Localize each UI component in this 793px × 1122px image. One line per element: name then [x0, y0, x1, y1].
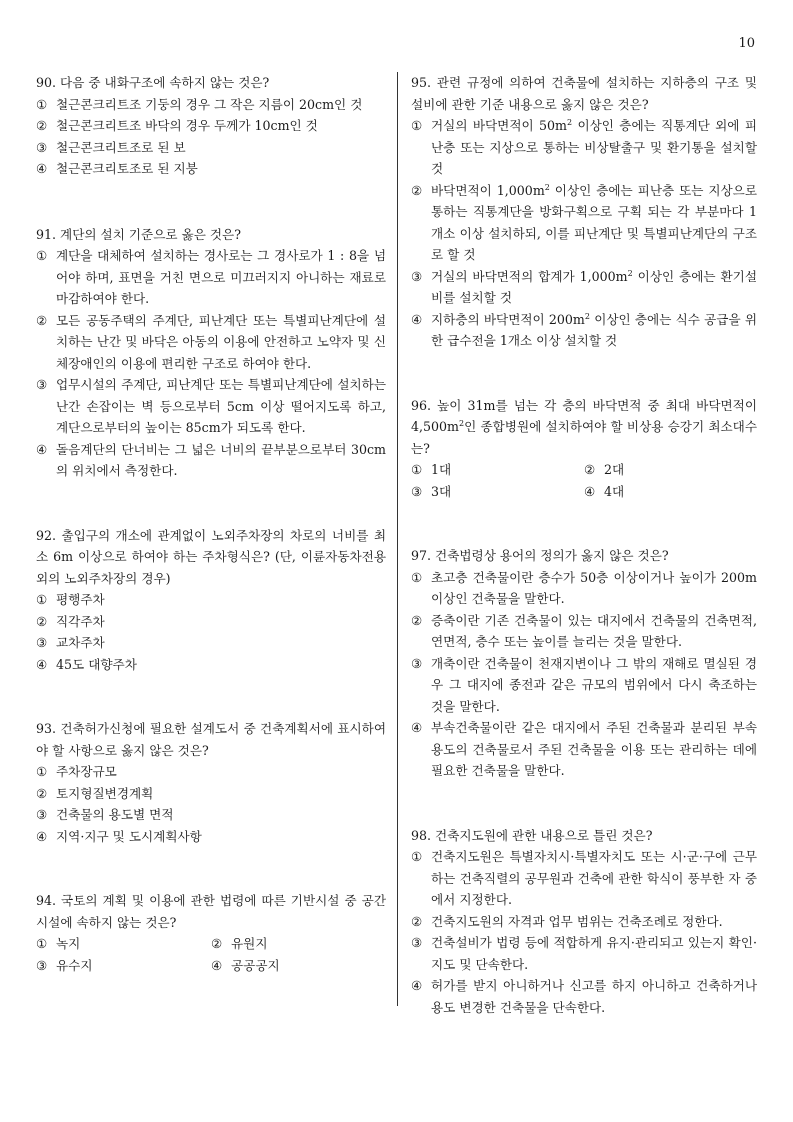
- question-97-option-2[interactable]: [411, 610, 757, 653]
- option-number: ③: [411, 655, 423, 671]
- option-text: 철근콘크리트조 기둥의 경우 그 작은 지름이 20cm인 것: [56, 96, 363, 112]
- question-91-option-2[interactable]: [36, 310, 386, 375]
- question-98-option-4[interactable]: [411, 975, 757, 1018]
- option-number: ④: [211, 957, 223, 973]
- option-number: ③: [411, 935, 423, 950]
- option-number: ④: [36, 161, 48, 176]
- question-91-option-4[interactable]: [36, 439, 386, 482]
- page-number: 10: [738, 36, 755, 51]
- option-text: 1대: [431, 462, 452, 477]
- question-92-option-2[interactable]: [36, 611, 386, 633]
- question-90-option-1[interactable]: [36, 94, 386, 116]
- option-text: 공공공지: [231, 957, 280, 973]
- option-text: 철근콘크리토조로 된 지붕: [56, 161, 198, 176]
- question-96: [411, 395, 757, 503]
- option-text: 지역·지구 및 도시계획사항: [56, 828, 202, 844]
- question-94-text: 94. 국토의 계획 및 이용에 관한 법령에 따른 기반시설 중 공간시설에 속하지 않는 것은?: [36, 893, 386, 930]
- option-text: 유수지: [56, 957, 93, 973]
- question-91-option-1[interactable]: [36, 245, 386, 310]
- question-90: [36, 72, 386, 180]
- option-text: 건축지도원은 특별자치시·특별자치도 또는 시·군·구에 근무하는 건축직렬의 공무원과 건축에 관한 학식이 풍부한 자 중에서 지정한다.: [431, 849, 757, 907]
- option-text: 증축이란 기존 건축물이 있는 대지에서 건축물의 건축면적, 연면적, 층수 또는 높이를 늘리는 것을 말한다.: [431, 612, 757, 649]
- option-text: 개축이란 건축물이 천재지변이나 그 밖의 재해로 멸실된 경우 그 대지에 종전과 같은 규모의 범위에서 다시 축조하는 것을 말한다.: [431, 655, 757, 714]
- question-98-option-2[interactable]: [411, 911, 757, 933]
- question-93-option-3[interactable]: [36, 804, 386, 826]
- option-text-post: 이상인 층에는 피난층 또는 지상으로 통하는 직통계단을 방화구획으로 구획 되는 각 부분마다 1개소 이상 설치하되, 이를 피난계단 및 특별피난계단의 구조로 할 것: [431, 182, 758, 262]
- option-number: ②: [36, 785, 48, 801]
- option-number: ①: [36, 936, 48, 951]
- option-text: 3대: [431, 483, 452, 499]
- option-number: ③: [411, 268, 423, 284]
- question-98-text: 98. 건축지도원에 관한 내용으로 틀린 것은?: [411, 827, 653, 843]
- option-text: 건축설비가 법령 등에 적합하게 유지·관리되고 있는지 확인·지도 및 단속한다.: [431, 935, 757, 972]
- option-number: ①: [36, 764, 48, 779]
- option-text-post: 이상인 층에는 환기설비를 설치할 것: [431, 268, 758, 305]
- question-97-option-4[interactable]: [411, 717, 757, 782]
- option-number: ②: [36, 613, 48, 629]
- option-text: 초고층 건축물이란 층수가 50층 이상이거나 높이가 200m 이상인 건축물을 말한다.: [431, 569, 757, 606]
- option-text: 평행주차: [56, 592, 105, 607]
- question-95: [411, 72, 757, 352]
- question-96-option-1[interactable]: [411, 459, 584, 481]
- option-number: ①: [36, 96, 48, 112]
- option-number: ④: [584, 483, 596, 499]
- option-number: ④: [36, 828, 48, 844]
- question-98-option-3[interactable]: [411, 932, 757, 975]
- question-96-text-pre: 96. 높이 31m를 넘는 각 층의 바닥면적 중 최대 바닥면적이 4,500m: [411, 397, 757, 434]
- option-number: ②: [411, 612, 423, 628]
- option-text: 모든 공동주택의 주계단, 피난계단 또는 특별피난계단에 설치하는 난간 및 바닥은 아동의 이용에 안전하고 노약자 및 신체장애인의 이용에 편리한 구조로 하여야 한다.: [56, 312, 386, 371]
- question-93-option-2[interactable]: [36, 783, 386, 805]
- question-94-option-1[interactable]: [36, 933, 211, 955]
- option-number: ①: [411, 118, 423, 133]
- question-97-option-3[interactable]: [411, 653, 757, 718]
- question-96-option-4[interactable]: [584, 481, 757, 503]
- option-number: ③: [36, 807, 48, 822]
- option-text: 주차장규모: [56, 764, 117, 779]
- option-number: ①: [36, 248, 48, 263]
- question-93-option-1[interactable]: [36, 761, 386, 783]
- superscript-2: 2: [544, 182, 550, 192]
- question-93: [36, 718, 386, 847]
- question-97-option-1[interactable]: [411, 567, 757, 610]
- option-text-post: 이상인 층에는 식수 공급을 위한 급수전을 1개소 이상 설치할 것: [431, 311, 757, 348]
- option-number: ②: [411, 913, 423, 929]
- option-number: ③: [36, 377, 48, 392]
- question-95-text: 95. 관련 규정에 의하여 건축물에 설치하는 지하층의 구조 및 설비에 관한 기준 내용으로 옳지 않은 것은?: [411, 75, 757, 112]
- option-text: 45도 대향주차: [56, 656, 137, 672]
- option-text: 부속건축물이란 같은 대지에서 주된 건축물과 분리된 부속용도의 건축물로서 주된 건축물을 이용 또는 관리하는 데에 필요한 건축물을 말한다.: [431, 720, 757, 778]
- question-95-option-1[interactable]: [411, 115, 757, 180]
- option-text: 교차주차: [56, 635, 105, 650]
- right-column: [411, 72, 757, 1018]
- question-90-option-2[interactable]: [36, 115, 386, 137]
- option-text-pre: 바닥면적이 1,000m: [431, 182, 545, 198]
- superscript-2: 2: [584, 311, 590, 321]
- question-90-option-3[interactable]: [36, 137, 386, 159]
- question-94-option-3[interactable]: [36, 955, 211, 977]
- question-90-text: 90. 다음 중 내화구조에 속하지 않는 것은?: [36, 75, 270, 90]
- option-number: ①: [411, 849, 423, 864]
- option-text-pre: 거실의 바닥면적이 50m: [431, 118, 567, 133]
- superscript-2: 2: [567, 117, 573, 127]
- option-number: ②: [411, 182, 423, 198]
- option-text: 허가를 받지 아니하거나 신고를 하지 아니하고 건축하거나 용도 변경한 건축물을 단속한다.: [431, 978, 757, 1015]
- option-number: ④: [411, 311, 423, 327]
- option-text: 2대: [604, 462, 625, 477]
- question-96-text-post: 인 종합병원에 설치하여야 할 비상용 승강기 최소대수는?: [411, 419, 757, 456]
- question-92-text: 92. 출입구의 개소에 관계없이 노외주차장의 차로의 너비를 최소 6m 이상으로 하여야 하는 주차형식은? (단, 이륜자동차전용 외의 노외주차장의 경우): [36, 527, 386, 586]
- option-text-pre: 거실의 바닥면적의 합계가 1,000m: [431, 268, 628, 284]
- question-93-option-4[interactable]: [36, 826, 386, 848]
- question-91-text: 91. 계단의 설치 기준으로 옳은 것은?: [36, 226, 241, 242]
- question-96-option-2[interactable]: [584, 459, 757, 481]
- option-number: ③: [36, 139, 48, 155]
- option-number: ③: [411, 483, 423, 499]
- question-97-text: 97. 건축법령상 용어의 정의가 옳지 않은 것은?: [411, 548, 669, 563]
- left-column: [36, 72, 386, 976]
- option-number: ②: [36, 118, 48, 133]
- option-text: 계단을 대체하여 설치하는 경사로는 그 경사로가 1 : 8을 넘어야 하며, 표면을 거친 면으로 미끄러지지 아니하는 재료로 마감하여야 한다.: [56, 248, 386, 306]
- question-96-options: [411, 459, 757, 502]
- question-92-option-3[interactable]: [36, 632, 386, 654]
- option-number: ③: [36, 635, 48, 650]
- question-96-text: [411, 395, 757, 460]
- option-text: 4대: [604, 483, 625, 499]
- option-text: 토지형질변경계획: [56, 785, 154, 801]
- option-text: 건축지도원의 자격과 업무 범위는 건축조례로 정한다.: [431, 913, 723, 929]
- option-number: ①: [411, 462, 423, 477]
- question-95-option-4[interactable]: [411, 309, 757, 352]
- option-text-post: 이상인 층에는 직통계단 외에 피난층 또는 지상으로 통하는 비상탈출구 및 환기통을 설치할 것: [431, 118, 757, 176]
- question-92-option-4[interactable]: [36, 654, 386, 676]
- column-divider: [397, 72, 398, 1006]
- option-number: ③: [36, 957, 48, 973]
- question-96-option-3[interactable]: [411, 481, 584, 503]
- question-97: [411, 545, 757, 782]
- question-91-option-3[interactable]: [36, 374, 386, 439]
- option-number: ②: [211, 936, 223, 951]
- superscript-2: 2: [627, 268, 633, 278]
- option-text: 업무시설의 주계단, 피난계단 또는 특별피난계단에 설치하는 난간 손잡이는 벽 등으로부터 5cm 이상 떨어지도록 하고, 계단으로부터의 높이는 85cm가 되도록 한다.: [56, 377, 386, 435]
- superscript-2: 2: [459, 418, 465, 428]
- option-text: 건축물의 용도별 면적: [56, 807, 174, 822]
- question-98: [411, 825, 757, 1019]
- question-92-option-1[interactable]: [36, 589, 386, 611]
- option-number: ②: [584, 462, 596, 477]
- option-number: ①: [36, 592, 48, 607]
- question-90-option-4[interactable]: [36, 158, 386, 180]
- option-text: 돌음계단의 단너비는 그 넓은 너비의 끝부분으로부터 30cm의 위치에서 측정한다.: [56, 441, 386, 478]
- option-text: 철근콘크리트조로 된 보: [56, 139, 186, 155]
- option-number: ④: [36, 656, 48, 672]
- question-94-options: [36, 933, 386, 976]
- option-number: ④: [36, 441, 48, 457]
- question-94-option-2[interactable]: [211, 933, 386, 955]
- option-number: ①: [411, 569, 423, 585]
- question-98-option-1[interactable]: [411, 846, 757, 911]
- question-94-option-4[interactable]: [211, 955, 386, 977]
- question-91: [36, 224, 386, 482]
- question-95-option-3[interactable]: [411, 266, 757, 309]
- option-text: 직각주차: [56, 613, 105, 629]
- question-93-text: 93. 건축허가신청에 필요한 설계도서 중 건축계획서에 표시하여야 할 사항으로 옳지 않은 것은?: [36, 721, 386, 758]
- option-text: 유원지: [231, 936, 268, 951]
- option-text: 녹지: [56, 936, 81, 951]
- option-text-pre: 지하층의 바닥면적이 200m: [431, 311, 585, 327]
- question-94: [36, 890, 386, 976]
- option-text: 철근콘크리트조 바닥의 경우 두께가 10cm인 것: [56, 118, 318, 133]
- question-95-option-2[interactable]: [411, 180, 757, 266]
- option-number: ④: [411, 720, 423, 735]
- option-number: ④: [411, 978, 423, 993]
- option-number: ②: [36, 312, 48, 328]
- question-92: [36, 525, 386, 676]
